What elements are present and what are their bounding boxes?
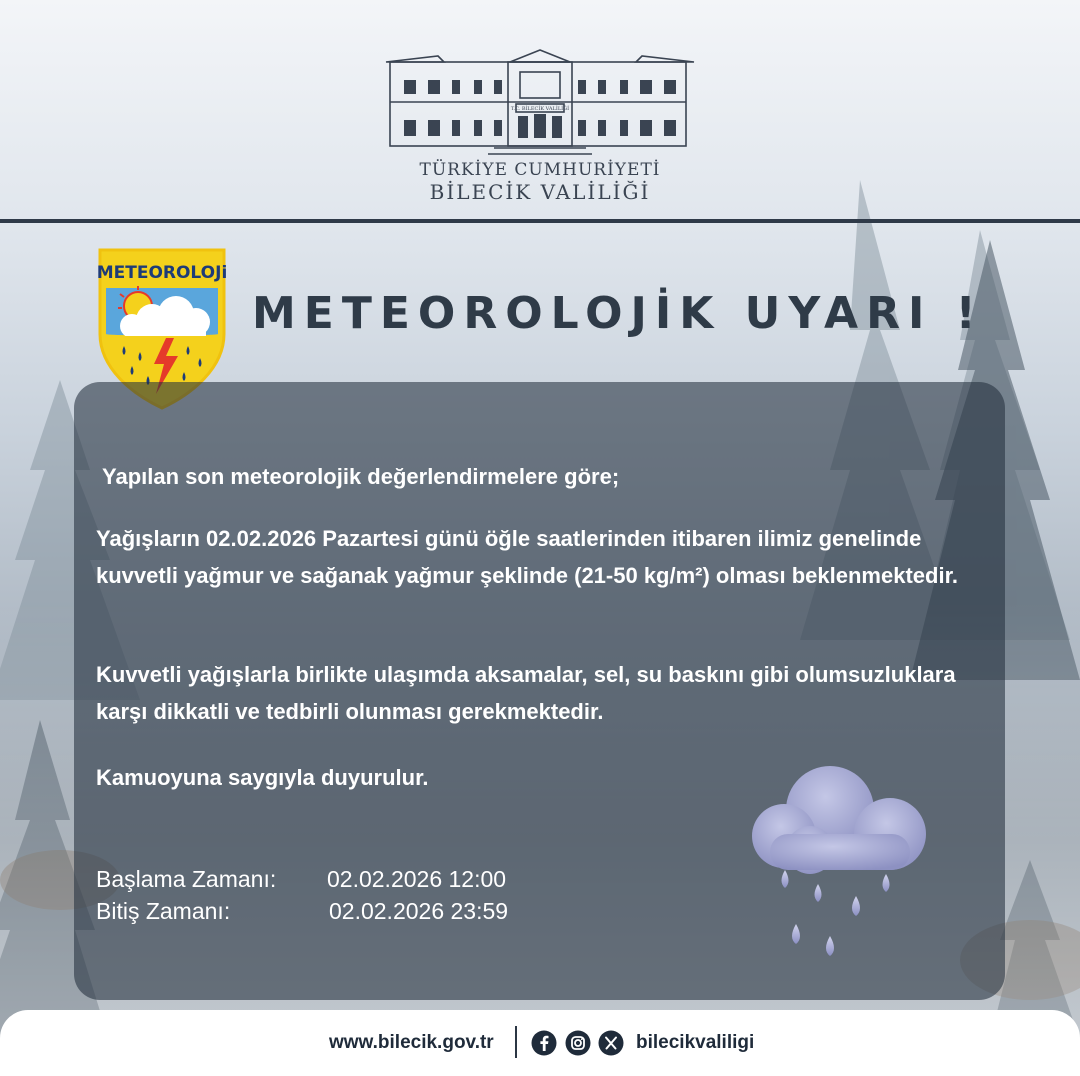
facebook-icon[interactable] <box>531 1030 557 1056</box>
social-handle[interactable]: bilecikvaliligi <box>636 1032 755 1053</box>
badge-label: METEOROLOJi <box>96 263 228 283</box>
rain-cloud-icon <box>740 758 932 968</box>
institution-name-line2: BİLECİK VALİLİĞİ <box>429 180 651 204</box>
start-time-value: 02.02.2026 12:00 <box>327 866 507 892</box>
forecast-text: Yağışların 02.02.2026 Pazartesi günü öğle saatlerinden itibaren ilimiz genelinde kuvvetli yağmur ve sağanak yağmur şeklinde (21-50 kg/m²) olması beklenmektedir. <box>96 526 959 588</box>
header-divider <box>0 219 1080 223</box>
header <box>0 0 1080 220</box>
start-time-label: Başlama Zamanı: <box>96 866 277 892</box>
warning-text: Kuvvetli yağışlarla birlikte ulaşımda aksamalar, sel, su baskını gibi olumsuzluklara karşı dikkatli ve tedbirli olunması gerekmektedir. <box>96 662 956 724</box>
footer-divider <box>515 1026 517 1058</box>
footer <box>0 1010 1080 1076</box>
intro-text: Yapılan son meteorolojik değerlendirmelere göre; <box>102 464 620 489</box>
governorship-building-logo <box>384 48 696 158</box>
page-title: METEOROLOJİK UYARI ! <box>252 288 984 339</box>
end-time-value: 02.02.2026 23:59 <box>329 898 509 924</box>
end-time-label: Bitiş Zamanı: <box>96 898 231 924</box>
x-icon[interactable] <box>598 1030 624 1056</box>
instagram-icon[interactable] <box>565 1030 591 1056</box>
closing-text: Kamuoyuna saygıyla duyurulur. <box>96 765 429 790</box>
institution-name-line1: TÜRKİYE CUMHURİYETİ <box>419 160 661 180</box>
website-link[interactable]: www.bilecik.gov.tr <box>329 1032 494 1053</box>
building-sign-text: T.C. BİLECİK VALİLİĞİ <box>510 106 570 112</box>
